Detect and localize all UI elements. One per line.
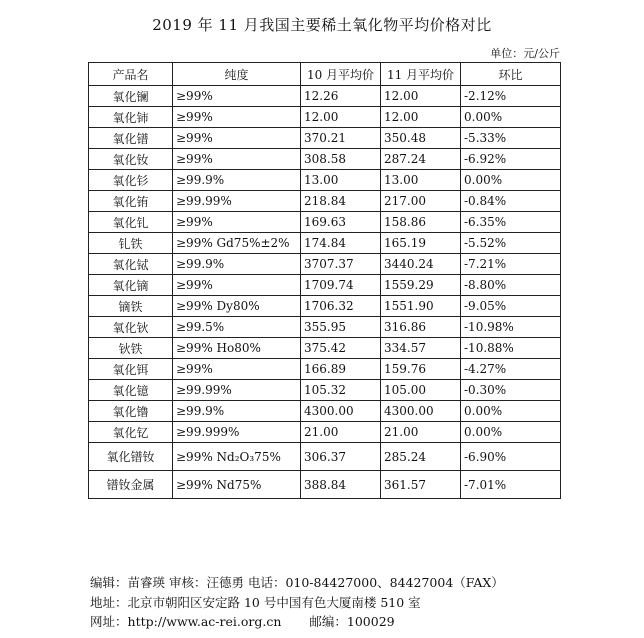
purity-cell: ≥99% Dy80% [173, 296, 301, 317]
nov-price-cell: 13.00 [381, 170, 461, 191]
nov-price-cell: 159.76 [381, 359, 461, 380]
product-name-cell: 氧化镨 [89, 128, 173, 149]
table-row [89, 128, 561, 149]
mom-change-cell: -6.35% [461, 212, 561, 233]
purity-cell: ≥99.9% [173, 401, 301, 422]
purity-cell: ≥99% Nd75% [173, 471, 301, 499]
header-purity: 纯度 [173, 63, 301, 86]
header-nov-price: 11 月平均价 [381, 63, 461, 86]
nov-price-cell: 158.86 [381, 212, 461, 233]
product-name-cell: 氧化镝 [89, 275, 173, 296]
table-row [89, 422, 561, 443]
purity-cell: ≥99% Gd75%±2% [173, 233, 301, 254]
purity-cell: ≥99% [173, 149, 301, 170]
price-table [88, 62, 561, 499]
oct-price-cell: 388.84 [301, 471, 381, 499]
web-label: 网址： [90, 614, 128, 629]
table-row [89, 212, 561, 233]
nov-price-cell: 4300.00 [381, 401, 461, 422]
nov-price-cell: 217.00 [381, 191, 461, 212]
purity-cell: ≥99% [173, 86, 301, 107]
table-row [89, 338, 561, 359]
oct-price-cell: 355.95 [301, 317, 381, 338]
footer-web [90, 612, 504, 632]
page-title: 2019 年 11 月我国主要稀土氧化物平均价格对比 [152, 16, 492, 34]
mom-change-cell: -0.30% [461, 380, 561, 401]
nov-price-cell: 165.19 [381, 233, 461, 254]
mom-change-cell: -5.33% [461, 128, 561, 149]
table-row [89, 471, 561, 499]
product-name-cell: 镝铁 [89, 296, 173, 317]
oct-price-cell: 12.26 [301, 86, 381, 107]
oct-price-cell: 370.21 [301, 128, 381, 149]
oct-price-cell: 1706.32 [301, 296, 381, 317]
table-row [89, 191, 561, 212]
mom-change-cell: -5.52% [461, 233, 561, 254]
mom-change-cell: 0.00% [461, 422, 561, 443]
purity-cell: ≥99% Nd₂O₃75% [173, 443, 301, 471]
purity-cell: ≥99% [173, 359, 301, 380]
product-name-cell: 氧化镥 [89, 401, 173, 422]
purity-cell: ≥99% [173, 212, 301, 233]
table-row [89, 296, 561, 317]
purity-cell: ≥99.999% [173, 422, 301, 443]
nov-price-cell: 361.57 [381, 471, 461, 499]
website-link[interactable]: http://www.ac-rei.org.cn [127, 614, 282, 629]
nov-price-cell: 105.00 [381, 380, 461, 401]
purity-cell: ≥99.99% [173, 191, 301, 212]
mom-change-cell: -6.92% [461, 149, 561, 170]
oct-price-cell: 3707.37 [301, 254, 381, 275]
table-row [89, 149, 561, 170]
purity-cell: ≥99.5% [173, 317, 301, 338]
oct-price-cell: 13.00 [301, 170, 381, 191]
product-name-cell: 氧化镨钕 [89, 443, 173, 471]
product-name-cell: 氧化铕 [89, 191, 173, 212]
product-name-cell: 钬铁 [89, 338, 173, 359]
table-row [89, 275, 561, 296]
mom-change-cell: -10.88% [461, 338, 561, 359]
product-name-cell: 氧化镧 [89, 86, 173, 107]
table-row [89, 170, 561, 191]
oct-price-cell: 169.63 [301, 212, 381, 233]
table-row [89, 107, 561, 128]
nov-price-cell: 21.00 [381, 422, 461, 443]
product-name-cell: 氧化钇 [89, 422, 173, 443]
nov-price-cell: 316.86 [381, 317, 461, 338]
oct-price-cell: 21.00 [301, 422, 381, 443]
mom-change-cell: 0.00% [461, 107, 561, 128]
nov-price-cell: 3440.24 [381, 254, 461, 275]
oct-price-cell: 166.89 [301, 359, 381, 380]
product-name-cell: 氧化镱 [89, 380, 173, 401]
table-row [89, 254, 561, 275]
header-product: 产品名 [89, 63, 173, 86]
nov-price-cell: 287.24 [381, 149, 461, 170]
table-row [89, 443, 561, 471]
product-name-cell: 氧化钕 [89, 149, 173, 170]
purity-cell: ≥99.9% [173, 254, 301, 275]
nov-price-cell: 350.48 [381, 128, 461, 149]
mom-change-cell: -7.01% [461, 471, 561, 499]
product-name-cell: 钆铁 [89, 233, 173, 254]
product-name-cell: 氧化钆 [89, 212, 173, 233]
oct-price-cell: 375.42 [301, 338, 381, 359]
product-name-cell: 氧化钐 [89, 170, 173, 191]
nov-price-cell: 334.57 [381, 338, 461, 359]
footer [90, 573, 504, 632]
nov-price-cell: 285.24 [381, 443, 461, 471]
table-row [89, 86, 561, 107]
table-row [89, 401, 561, 422]
table-row [89, 359, 561, 380]
mom-change-cell: -0.84% [461, 191, 561, 212]
footer-contact: 编辑：苗睿瑛 审核：汪德勇 电话：010-84427000、84427004（FAX） [90, 575, 504, 590]
oct-price-cell: 218.84 [301, 191, 381, 212]
table-header-row [89, 63, 561, 86]
oct-price-cell: 306.37 [301, 443, 381, 471]
mom-change-cell: -8.80% [461, 275, 561, 296]
postcode: 邮编：100029 [309, 614, 395, 629]
purity-cell: ≥99.9% [173, 170, 301, 191]
product-name-cell: 氧化铽 [89, 254, 173, 275]
table-row [89, 317, 561, 338]
purity-cell: ≥99% [173, 128, 301, 149]
unit-label: 单位：元/公斤 [490, 47, 560, 60]
nov-price-cell: 1559.29 [381, 275, 461, 296]
oct-price-cell: 174.84 [301, 233, 381, 254]
oct-price-cell: 12.00 [301, 107, 381, 128]
purity-cell: ≥99% Ho80% [173, 338, 301, 359]
mom-change-cell: -2.12% [461, 86, 561, 107]
header-mom: 环比 [461, 63, 561, 86]
purity-cell: ≥99% [173, 275, 301, 296]
mom-change-cell: -6.90% [461, 443, 561, 471]
purity-cell: ≥99.99% [173, 380, 301, 401]
oct-price-cell: 4300.00 [301, 401, 381, 422]
nov-price-cell: 12.00 [381, 86, 461, 107]
product-name-cell: 氧化铒 [89, 359, 173, 380]
product-name-cell: 镨钕金属 [89, 471, 173, 499]
mom-change-cell: -9.05% [461, 296, 561, 317]
product-name-cell: 氧化钬 [89, 317, 173, 338]
mom-change-cell: -4.27% [461, 359, 561, 380]
oct-price-cell: 1709.74 [301, 275, 381, 296]
table-row [89, 380, 561, 401]
header-oct-price: 10 月平均价 [301, 63, 381, 86]
mom-change-cell: 0.00% [461, 170, 561, 191]
nov-price-cell: 12.00 [381, 107, 461, 128]
product-name-cell: 氧化铈 [89, 107, 173, 128]
purity-cell: ≥99% [173, 107, 301, 128]
nov-price-cell: 1551.90 [381, 296, 461, 317]
mom-change-cell: 0.00% [461, 401, 561, 422]
table-row [89, 233, 561, 254]
mom-change-cell: -10.98% [461, 317, 561, 338]
oct-price-cell: 308.58 [301, 149, 381, 170]
mom-change-cell: -7.21% [461, 254, 561, 275]
oct-price-cell: 105.32 [301, 380, 381, 401]
footer-address: 地址：北京市朝阳区安定路 10 号中国有色大厦南楼 510 室 [90, 594, 421, 610]
